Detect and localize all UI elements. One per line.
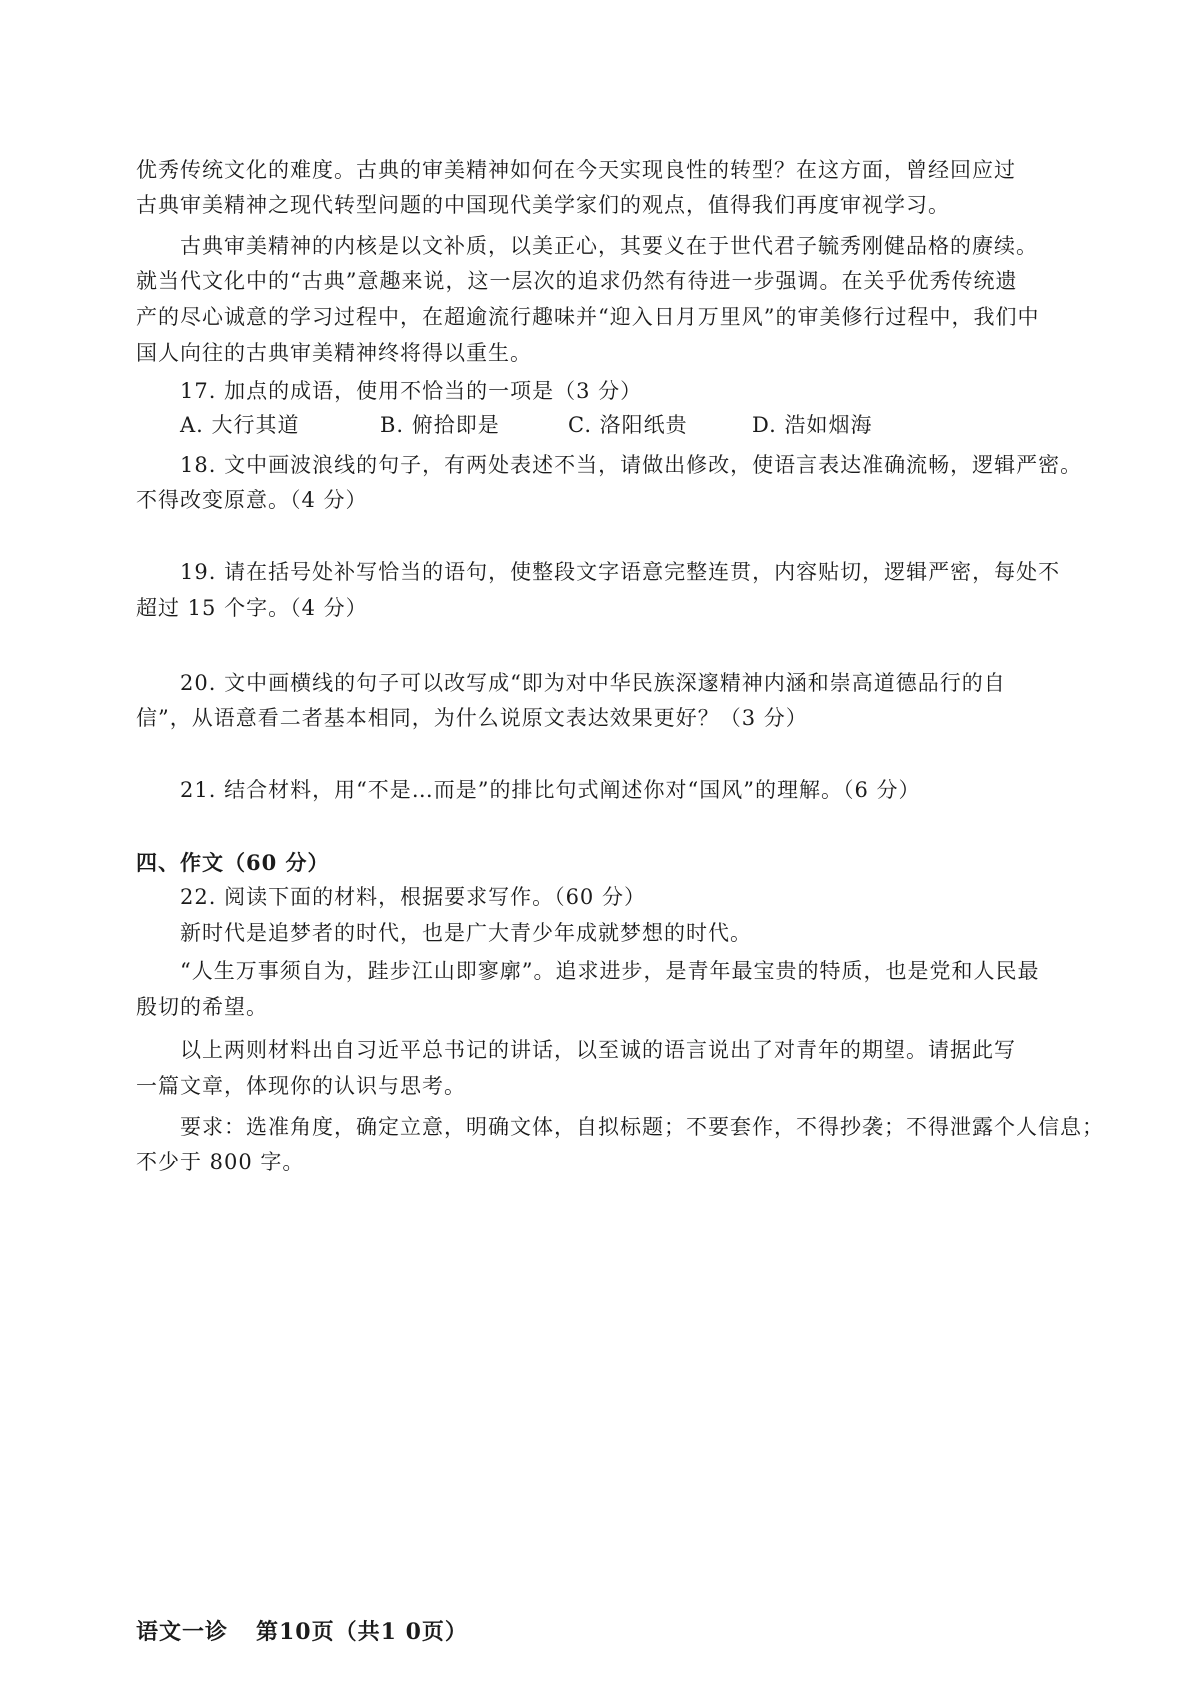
passage-p1-line1: 优秀传统文化的难度。古典的审美精神如何在今天实现良性的转型？在这方面，曾经回应过 (136, 158, 1016, 182)
q22-material-1: 新时代是追梦者的时代，也是广大青少年成就梦想的时代。 (180, 921, 752, 945)
q22-requirements-line2: 不少于 800 字。 (136, 1150, 305, 1174)
q17-choices (0, 415, 1200, 439)
passage-p2-line4: 国人向往的古典审美精神终将得以重生。 (136, 341, 532, 365)
q21-line1: 21. 结合材料，用“不是…而是”的排比句式阐述你对“国风”的理解。（6 分） (180, 778, 921, 802)
footer-page-number: 第10页（共1 0页） (256, 1619, 468, 1645)
q20-line2: 信”，从语意看二者基本相同，为什么说原文表达效果更好？（3 分） (136, 706, 808, 730)
q17-choice-d: D. 浩如烟海 (752, 413, 873, 437)
q22-material-3-line2: 一篇文章，体现你的认识与思考。 (136, 1074, 466, 1098)
q17-choice-b: B. 俯拾即是 (380, 413, 500, 437)
q22-requirements-line1: 要求：选准角度，确定立意，明确文体，自拟标题；不要套作，不得抄袭；不得泄露个人信息； (180, 1115, 1104, 1139)
q18-line1: 18. 文中画波浪线的句子，有两处表述不当，请做出修改，使语言表达准确流畅，逻辑严密。 (180, 453, 1083, 477)
q19-line1: 19. 请在括号处补写恰当的语句，使整段文字语意完整连贯，内容贴切，逻辑严密，每处不 (180, 560, 1061, 584)
q20-line1: 20. 文中画横线的句子可以改写成“即为对中华民族深邃精神内涵和崇高道德品行的自 (180, 671, 1006, 695)
q18-line2: 不得改变原意。（4 分） (136, 488, 368, 512)
footer-subject: 语文一诊 (136, 1619, 229, 1645)
q22-material-3-line1: 以上两则材料出自习近平总书记的讲话，以至诚的语言说出了对青年的期望。请据此写 (180, 1038, 1016, 1062)
passage-p2-line1: 古典审美精神的内核是以文补质，以美正心，其要义在于世代君子毓秀刚健品格的赓续。 (180, 234, 1038, 258)
q22-material-2-line1: “人生万事须自为，跬步江山即寥廓”。追求进步，是青年最宝贵的特质，也是党和人民最 (180, 959, 1040, 983)
q17-stem: 17. 加点的成语，使用不恰当的一项是（3 分） (180, 379, 643, 403)
passage-p1-line2: 古典审美精神之现代转型问题的中国现代美学家们的观点，值得我们再度审视学习。 (136, 193, 950, 217)
q17-choice-a: A. 大行其道 (180, 413, 300, 437)
passage-p2-line2: 就当代文化中的“古典”意趣来说，这一层次的追求仍然有待进一步强调。在关乎优秀传统遗 (136, 269, 1018, 293)
section-4-title: 四、作文（60 分） (136, 850, 330, 875)
passage-p2-line3: 产的尽心诚意的学习过程中，在超逾流行趣味并“迎入日月万里风”的审美修行过程中，我们中 (136, 305, 1040, 329)
q19-line2: 超过 15 个字。（4 分） (136, 596, 368, 620)
q22-stem: 22. 阅读下面的材料，根据要求写作。（60 分） (180, 885, 646, 909)
q17-choice-c: C. 洛阳纸贵 (568, 413, 688, 437)
q22-material-2-line2: 殷切的希望。 (136, 995, 268, 1019)
